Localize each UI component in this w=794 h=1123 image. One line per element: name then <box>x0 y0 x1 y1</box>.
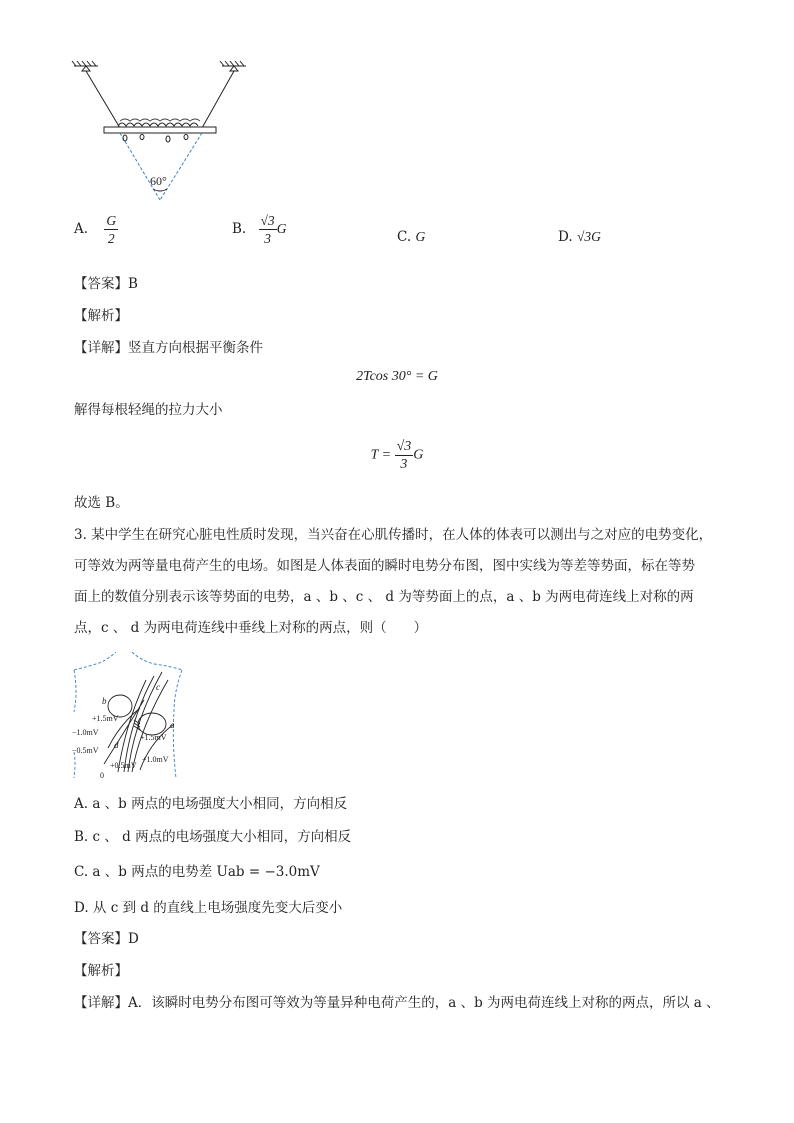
option-b: B. $\frac{√3}{3}$ G <box>232 213 287 246</box>
label-c: c <box>156 682 160 692</box>
label-b: b <box>102 696 107 706</box>
label-plus-1-0: +1.0mV <box>142 755 169 764</box>
option-3b: B. c 、 d 两点的电场强度大小相同，方向相反 <box>74 829 352 845</box>
label-a: a <box>170 720 175 730</box>
option-3d: D. 从 c 到 d 的直线上电场强度先变大后变小 <box>74 900 343 916</box>
angle-label: 60° <box>150 174 167 188</box>
equation-2: T = $\frac{√3}{3}$ G <box>370 439 424 472</box>
option-b-num: √3 <box>260 213 275 228</box>
option-a: A. $\frac{G}{2}$ <box>74 213 117 246</box>
label-plus-0-5: +0.5mV <box>110 761 137 770</box>
solve-text: 解得每根轻绳的拉力大小 <box>74 402 223 418</box>
figure-hanging-plank <box>70 60 260 205</box>
option-b-den: 3 <box>264 231 271 246</box>
question-3-line-1: 3. 某中学生在研究心脏电性质时发现，当兴奋在心肌传播时，在人体的体表可以测出与之对应的电势变化， <box>74 527 713 543</box>
label-plus-1-5-left: +1.5mV <box>92 714 119 723</box>
answer-3-label: 【答案】D <box>74 931 139 947</box>
option-a-num: G <box>106 213 117 228</box>
question-3-line-3: 面上的数值分别表示该等势面的电势，a 、b 、c 、 d 为等势面上的点，a 、b 为两电荷连线上对称的两 <box>74 589 694 605</box>
answer-label: 【答案】B <box>74 276 138 292</box>
label-zero: 0 <box>100 771 104 780</box>
analysis-3-label: 【解析】 <box>74 963 128 979</box>
choice-text: 故选 B。 <box>74 495 129 511</box>
question-3-line-2: 可等效为两等量电荷产生的电场。如图是人体表面的瞬时电势分布图，图中实线为等差等势面，标在等势 <box>74 558 695 574</box>
equation-1: 2Tcos 30° = G <box>356 369 438 384</box>
detail-text: 【详解】竖直方向根据平衡条件 <box>74 340 263 356</box>
figure-potential-map <box>70 652 190 780</box>
option-c: C. G <box>397 229 426 245</box>
question-3-line-4: 点，c 、 d 为两电荷连线中垂线上对称的两点，则（ ） <box>74 620 428 636</box>
option-d: D. √3G <box>558 229 601 245</box>
option-3a: A. a 、b 两点的电场强度大小相同，方向相反 <box>74 796 348 812</box>
detail-3-text: 【详解】A．该瞬时电势分布图可等效为等量异种电荷产生的，a 、b 为两电荷连线上对称的两点，所以 a 、 <box>74 995 720 1011</box>
label-plus-1-5-right: +1.5mV <box>140 733 167 742</box>
label-d: d <box>114 740 119 750</box>
label-minus-1-0: −1.0mV <box>72 728 99 737</box>
option-3c: C. a 、b 两点的电势差 Uab = −3.0mV <box>74 864 320 880</box>
analysis-label: 【解析】 <box>74 308 128 324</box>
option-a-den: 2 <box>107 231 115 246</box>
label-minus-0-5: −0.5mV <box>72 746 99 755</box>
